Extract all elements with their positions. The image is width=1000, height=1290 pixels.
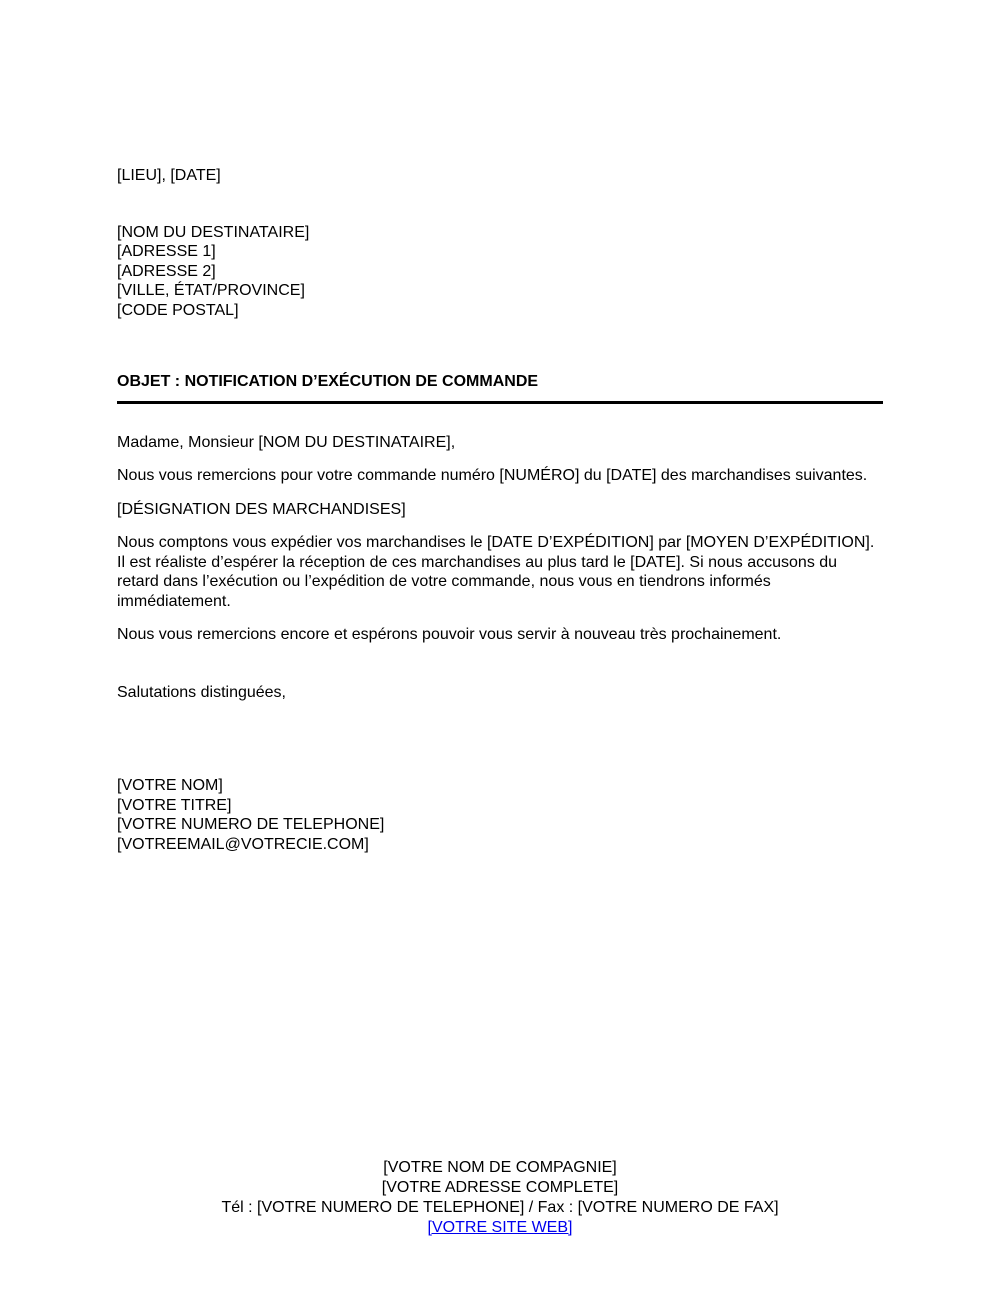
recipient-city-state: [VILLE, ÉTAT/PROVINCE] <box>117 282 305 300</box>
paragraph-order-thanks: Nous vous remercions pour votre commande numéro [NUMÉRO] du [DATE] des marchandises suivantes. <box>117 467 868 485</box>
subject-heading: OBJET : NOTIFICATION D’EXÉCUTION DE COMMANDE <box>117 372 883 404</box>
recipient-name: [NOM DU DESTINATAIRE] <box>117 223 310 241</box>
footer <box>0 1158 1000 1238</box>
website-link[interactable]: [VOTRE SITE WEB] <box>427 1219 573 1236</box>
footer-phone-fax: Tél : [VOTRE NUMERO DE TELEPHONE] / Fax : [VOTRE NUMERO DE FAX] <box>221 1199 779 1216</box>
date-line: [LIEU], [DATE] <box>117 167 221 184</box>
recipient-address-1: [ADRESSE 1] <box>117 243 216 261</box>
footer-company-address: [VOTRE ADRESSE COMPLETE] <box>381 1179 619 1196</box>
footer-company-name: [VOTRE NOM DE COMPAGNIE] <box>383 1159 617 1176</box>
paragraph-thanks-again: Nous vous remercions encore et espérons pouvoir vous servir à nouveau très prochainement. <box>117 626 782 644</box>
signature-block <box>117 776 883 854</box>
paragraph-goods-designation: [DÉSIGNATION DES MARCHANDISES] <box>117 500 406 518</box>
recipient-postal-code: [CODE POSTAL] <box>117 301 239 319</box>
closing-line: Salutations distinguées, <box>117 683 286 701</box>
recipient-address-2: [ADRESSE 2] <box>117 262 216 280</box>
signature-email: [VOTREEMAIL@VOTRECIE.COM] <box>117 835 369 853</box>
signature-name: [VOTRE NOM] <box>117 777 223 795</box>
signature-phone: [VOTRE NUMERO DE TELEPHONE] <box>117 816 385 834</box>
signature-title: [VOTRE TITRE] <box>117 796 232 814</box>
paragraph-shipping-details: Nous comptons vous expédier vos marchandises le [DATE D’EXPÉDITION] par [MOYEN D’EXPÉDITION]. Il est réaliste d’espérer la réception de ces marchandises au plus tard le [DATE]. Si nous accusons du retard dans l’exécution ou l’expédition de votre commande, nous vous en tiendrons informés immédiatement. <box>117 534 875 610</box>
recipient-block <box>117 223 883 321</box>
salutation: Madame, Monsieur [NOM DU DESTINATAIRE], <box>117 433 456 451</box>
